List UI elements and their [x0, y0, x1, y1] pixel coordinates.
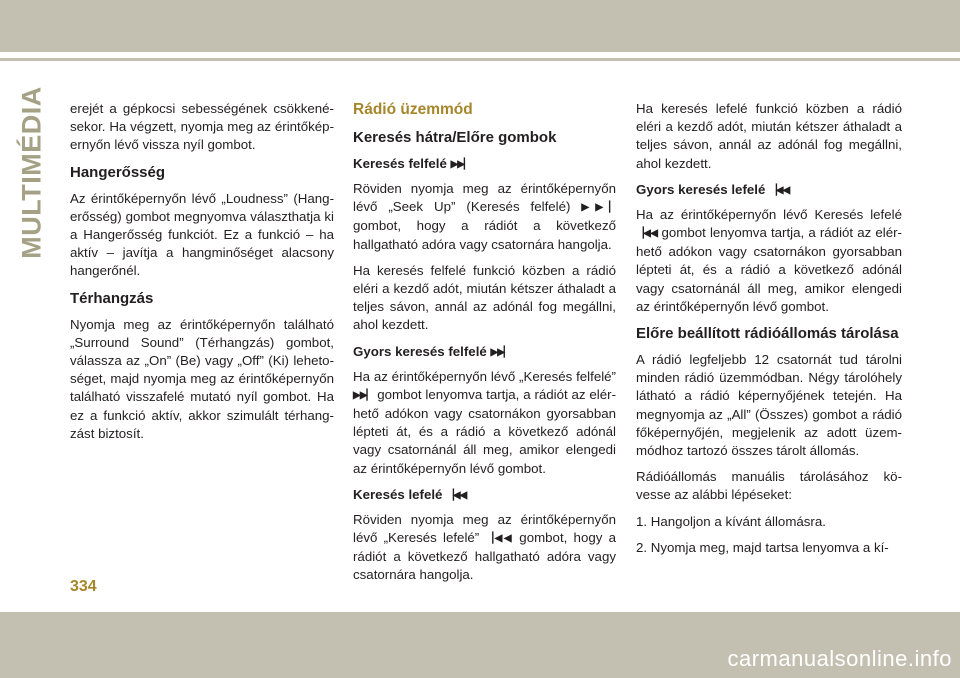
seek-up-icon: ▶▶▏ [490, 346, 511, 358]
text: gombot lenyomva tartja, a rádiót az elér-hető adókon vagy csatornákon gyorsabban lépteti át, és a rádió a következő adónál vagy csatornánál áll meg, amikor elengedi az érintőképernyőn lévő gombot. [353, 386, 617, 476]
seek-up-icon: ▶▶▏ [450, 159, 471, 170]
page-number: 334 [70, 578, 97, 595]
paragraph-volume: Az érintőképernyőn lévő „Loudness” (Hang-erősség) gombot megnyomva választhatja ki a Hangerősség funkciót. Ez a funkció – ha aktív – javítja a hangminőséget alacsony hangerőnél. [70, 190, 334, 279]
heading-radio-mode: Rádió üzemmód [353, 101, 473, 118]
paragraph-fast-seek-up [353, 368, 616, 478]
list-item: 2. Nyomja meg, majd tartsa lenyomva a kí- [636, 539, 889, 555]
heading-fast-seek-up [353, 343, 616, 362]
paragraph-presets-1: A rádió legfeljebb 12 csatornát tud tárolni minden rádió üzemmódban. Négy tárolóhely látható a rádió képernyőjének tetején. Ha megnyomja az „All” (Összes) gombot a rádió főképernyőjén, megjelenik az adott üzem-módhoz tartozó összes tárolt állomás. [636, 352, 902, 459]
heading-fast-seek-up-text: Gyors keresés felfelé [353, 343, 487, 359]
heading-seek-up-text: Keresés felfelé [353, 156, 447, 171]
top-rule [0, 58, 960, 61]
text: gombot, hogy a rádiót a következő hallgatható adóra vagy csatornára hangolja. [353, 530, 616, 583]
paragraph-fast-seek-down [636, 206, 902, 316]
heading-fast-seek-down [636, 181, 902, 200]
text: gombot lenyomva tartja, a rádiót az elér-hető adókon vagy csatornákon gyorsabban lépteti át, és a rádió a következő adónál vagy csatornánál áll meg, amikor elengedi az érintőképernyőn lévő gombot. [636, 225, 902, 314]
text: Ha az érintőképernyőn lévő „Keresés felfelé” [353, 368, 616, 384]
top-band [0, 0, 960, 52]
side-section-label [10, 85, 54, 259]
text: Röviden nyomja meg az érintőképernyőn lévő „Keresés lefelé” [353, 511, 616, 546]
heading-surround: Térhangzás [70, 289, 154, 307]
heading-volume: Hangerősség [70, 163, 166, 181]
seek-down-icon: ▕◀◀ [636, 228, 658, 240]
text: Ha az érintőképernyőn lévő Keresés lefelé [636, 206, 902, 222]
paragraph-seek-down [353, 511, 616, 585]
seek-down-icon: ▕◀◀ [446, 489, 467, 501]
list-item: 1. Hangoljon a kívánt állomásra. [636, 513, 826, 529]
seek-up-icon: ▶▶▏ [581, 202, 616, 214]
heading-presets: Előre beállított rádióállomás tárolása [636, 325, 899, 343]
heading-seek-buttons: Keresés hátra/Előre gombok [353, 129, 557, 146]
seek-up-icon: ▶▶▏ [353, 389, 374, 401]
paragraph: erejét a gépkocsi sebességének csökkené-sekor. Ha végzett, nyomja meg az érintőkép-ernyőn lévő vissza nyíl gombot. [70, 101, 334, 153]
footer-watermark-url: carmanualsonline.info [727, 646, 952, 671]
text: Röviden nyomja meg az érintőképernyőn lévő „Seek Up” (Keresés felfelé) [353, 181, 616, 215]
text: gombot, hogy a rádiót a következő hallgatható adóra vagy csatornára hangolja. [353, 218, 616, 252]
paragraph-seek-up [353, 180, 616, 254]
heading-seek-down [353, 486, 616, 505]
paragraph-seek-up-2: Ha keresés felfelé funkció közben a rádió eléri a kezdő adót, miután kétszer áthaladt a teljes sávon, annál az adónál fog megállni, ahol kezdett. [353, 262, 616, 333]
paragraph-seek-down-2: Ha keresés lefelé funkció közben a rádió eléri a kezdő adót, miután kétszer áthaladt a teljes sávon, annál az adónál fog megállni, ahol kezdett. [636, 101, 902, 171]
heading-seek-down-text: Keresés lefelé [353, 486, 443, 502]
column-3 [636, 100, 902, 565]
heading-seek-up [353, 155, 616, 174]
seek-down-icon: ▕◀◀ [769, 184, 790, 196]
paragraph-presets-2: Rádióállomás manuális tárolásához kö-vesse az alábbi lépéseket: [636, 469, 902, 503]
seek-down-icon: ▕◀◀ [485, 533, 514, 545]
heading-fast-seek-down-text: Gyors keresés lefelé [636, 181, 766, 197]
side-label-text: MULTIMÉDIA [16, 85, 47, 259]
paragraph-surround: Nyomja meg az érintőképernyőn található „Surround Sound” (Térhangzás) gombot, válassza az „On” (Be) vagy „Off” (Ki) leheto-séget, majd nyomja meg az érintőképernyőn található visszafelé mutató nyíl gombot. Ha ez a funkció aktív, akkor szimulált térhang-zást biztosít. [70, 316, 334, 441]
column-2 [353, 100, 616, 593]
column-1 [70, 100, 334, 451]
